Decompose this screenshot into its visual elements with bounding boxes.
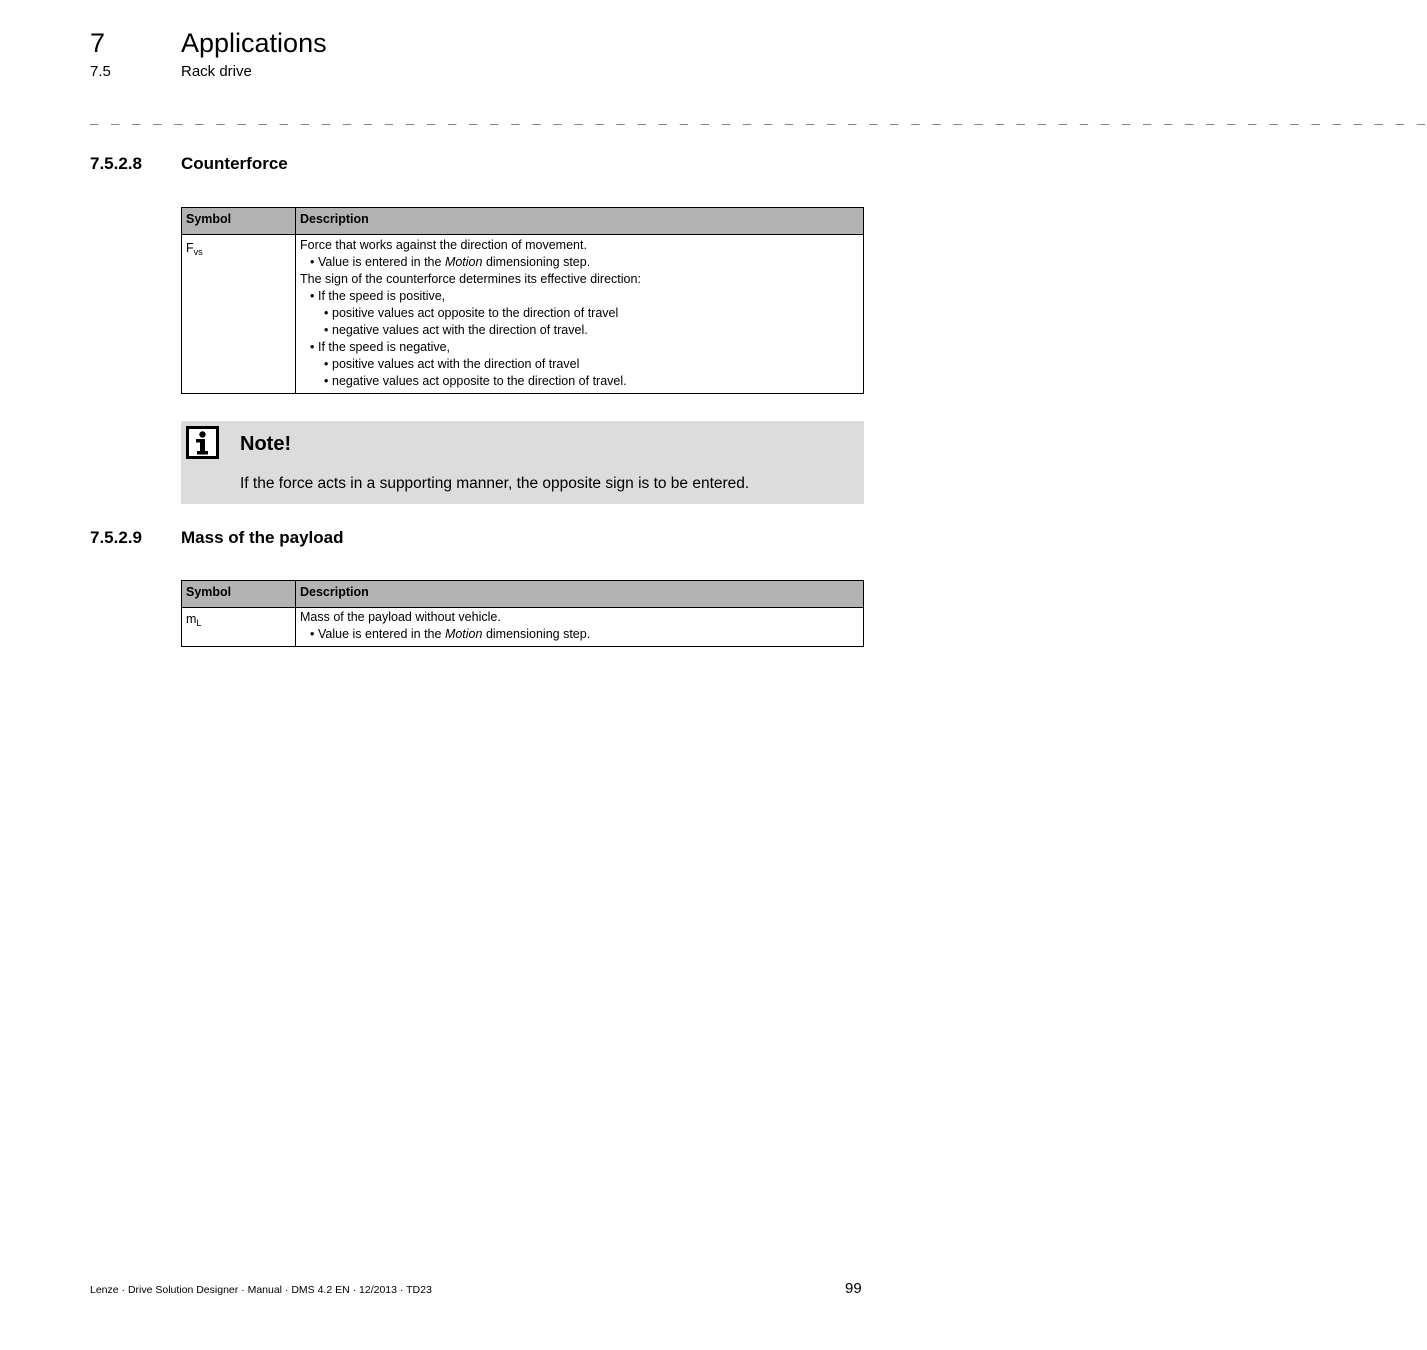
note-text: If the force acts in a supporting manner, the opposite sign is to be entered. [240, 475, 750, 492]
page-number: 99 [845, 1280, 862, 1297]
bullet-icon: • [324, 323, 329, 337]
symbol-subscript: vs [193, 247, 203, 257]
bullet-icon: • [324, 306, 329, 320]
heading-number: 7.5.2.8 [90, 154, 142, 173]
sub-bullet-item: • positive values act with the direction of travel [324, 357, 580, 371]
counterforce-table [181, 207, 864, 394]
description-line: Force that works against the direction of movement. [300, 238, 587, 252]
column-header-symbol: Symbol [182, 208, 296, 235]
symbol-main: m [186, 612, 197, 626]
heading-number: 7.5.2.9 [90, 528, 142, 547]
symbol-cell [182, 608, 296, 647]
chapter-title: Applications [181, 28, 327, 58]
mass-table [181, 580, 864, 647]
description-line: The sign of the counterforce determines its effective direction: [300, 272, 641, 286]
heading-title: Mass of the payload [181, 528, 344, 547]
bullet-item: • If the speed is negative, [310, 340, 451, 354]
table-row [182, 235, 864, 394]
description-line: Mass of the payload without vehicle. [300, 610, 501, 624]
column-header-symbol: Symbol [182, 581, 296, 608]
bullet-item: • Value is entered in the Motion dimensioning step. [310, 627, 591, 641]
bullet-icon: • [310, 627, 315, 641]
symbol-subscript: L [196, 618, 202, 628]
sub-bullet-item: • positive values act opposite to the direction of travel [324, 306, 619, 320]
bullet-icon: • [310, 340, 315, 354]
chapter-number: 7 [90, 28, 106, 58]
note-box [181, 421, 864, 504]
description-cell [296, 235, 864, 394]
table-row [182, 608, 864, 647]
bullet-icon: • [310, 289, 315, 303]
symbol-main: F [186, 241, 194, 255]
bullet-icon: • [324, 357, 329, 371]
bullet-item: • Value is entered in the Motion dimensioning step. [310, 255, 591, 269]
table-header-row [182, 581, 864, 608]
info-icon [186, 426, 219, 459]
description-cell [296, 608, 864, 647]
footer-text: Lenze · Drive Solution Designer · Manual · DMS 4.2 EN · 12/2013 · TD23 [90, 1284, 432, 1296]
bullet-item: • If the speed is positive, [310, 289, 446, 303]
sub-bullet-item: • negative values act with the direction of travel. [324, 323, 588, 337]
heading-title: Counterforce [181, 154, 288, 173]
column-header-description: Description [296, 208, 864, 235]
section-title: Rack drive [181, 63, 252, 80]
section-number: 7.5 [90, 63, 111, 80]
bullet-icon: • [324, 374, 329, 388]
column-header-description: Description [296, 581, 864, 608]
sub-bullet-item: • negative values act opposite to the direction of travel. [324, 374, 627, 388]
symbol-cell [182, 235, 296, 394]
note-title: Note! [240, 433, 292, 455]
header-separator: _ _ _ _ _ _ _ _ _ _ _ _ _ _ _ _ _ _ _ _ _ _ _ _ _ _ _ _ _ _ _ _ _ _ _ _ _ _ _ _ _ _ _ _ _ _ _ _ _ _ _ _ _ _ _ _ _ _ _ _ _ _ _ _ [90, 109, 1427, 125]
table-header-row [182, 208, 864, 235]
bullet-icon: • [310, 255, 315, 269]
